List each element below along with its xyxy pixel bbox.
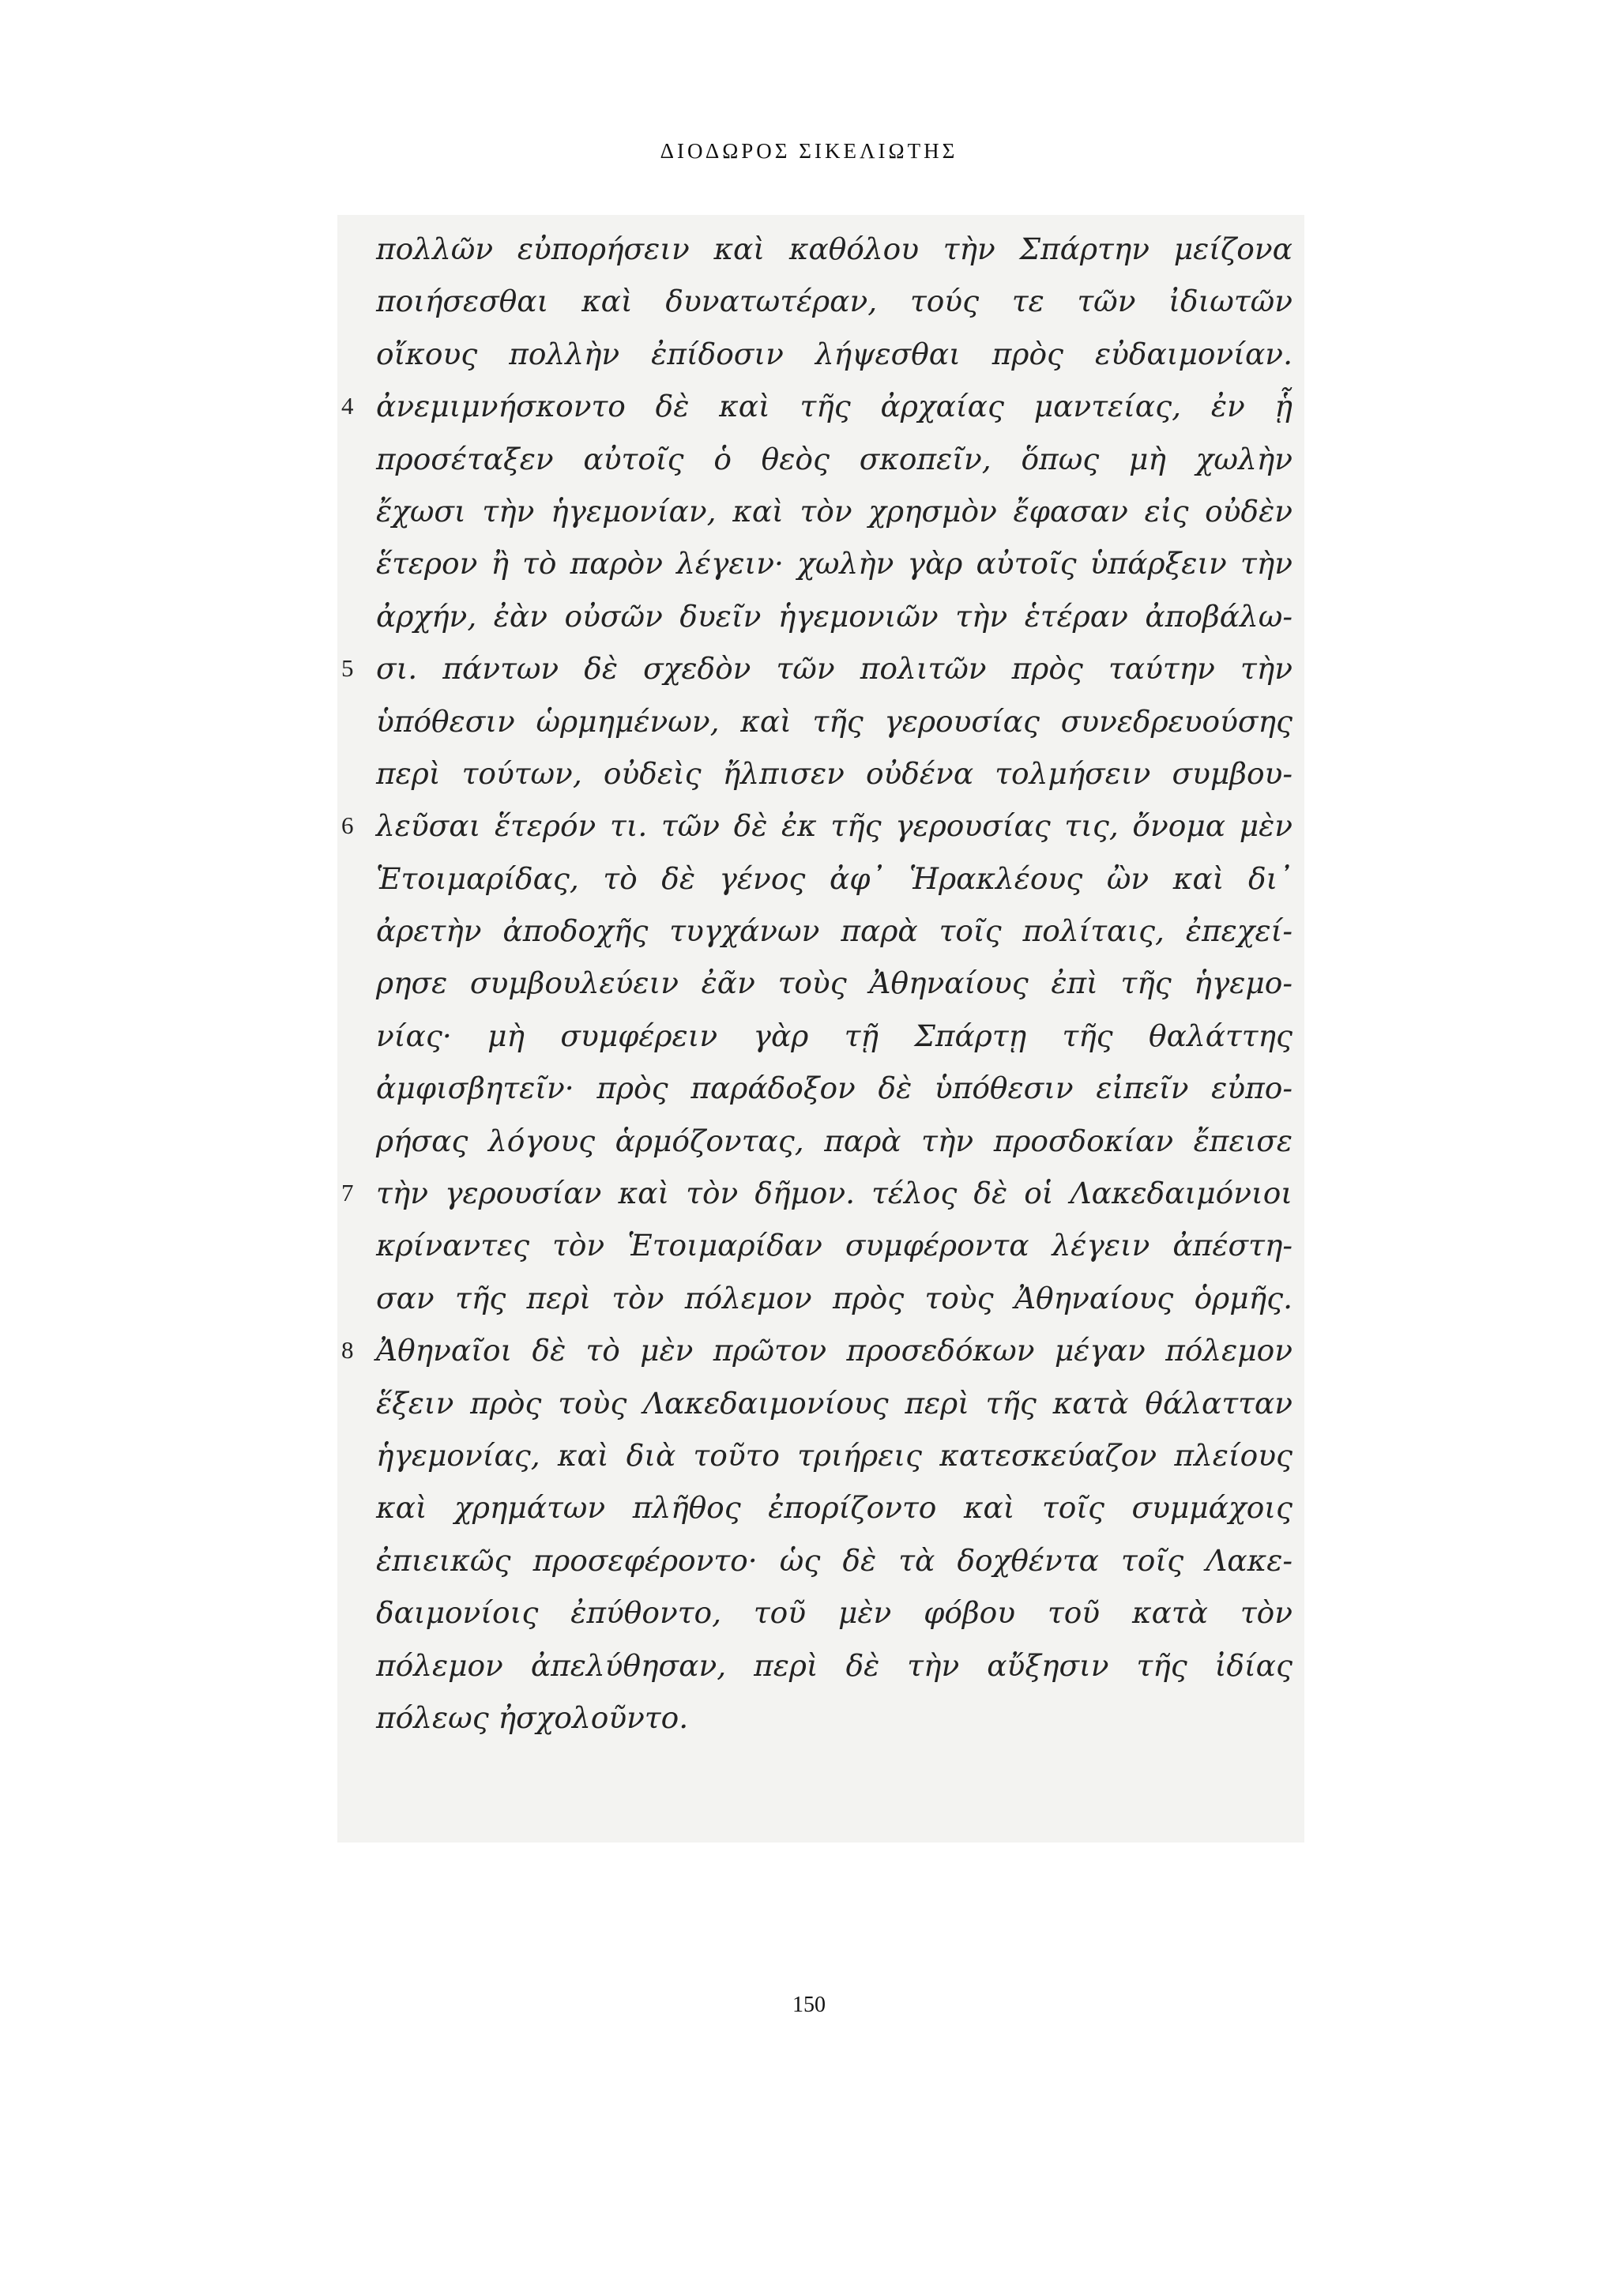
text-line — [341, 800, 1293, 852]
section-number-marker: 5 — [341, 654, 354, 683]
line-text: Ἀθηναῖοι δὲ τὸ μὲν πρῶτον προσεδόκων μέγαν πόλεμον — [376, 1333, 1293, 1368]
line-text: οἴκους πολλὴν ἐπίδοσιν λήψεσθαι πρὸς εὐδαιμονίαν. — [376, 336, 1293, 371]
line-text: ὑπόθεσιν ὡρμημένων, καὶ τῆς γερουσίας συνεδρευούσης — [376, 703, 1293, 739]
text-line — [376, 537, 1293, 589]
line-text: ρησε συμβουλεύειν ἐᾶν τοὺς Ἀθηναίους ἐπὶ τῆς ἡγεμο- — [376, 965, 1293, 1001]
text-line — [376, 747, 1293, 800]
text-line — [376, 1062, 1293, 1114]
line-text: ἔχωσι τὴν ἡγεμονίαν, καὶ τὸν χρησμὸν ἔφασαν εἰς οὐδὲν — [376, 493, 1293, 529]
text-line — [341, 1324, 1293, 1376]
text-line — [376, 485, 1293, 537]
text-line — [376, 1586, 1293, 1639]
text-line — [376, 590, 1293, 642]
text-line — [376, 275, 1293, 327]
line-text: καὶ χρημάτων πλῆθος ἐπορίζοντο καὶ τοῖς συμμάχοις — [376, 1490, 1293, 1526]
line-text: δαιμονίοις ἐπύθοντο, τοῦ μὲν φόβου τοῦ κατὰ τὸν — [376, 1595, 1293, 1631]
line-text: ἀνεμιμνήσκοντο δὲ καὶ τῆς ἀρχαίας μαντείας, ἐν ᾗ — [376, 389, 1293, 424]
line-text: ἐπιεικῶς προσεφέροντο· ὡς δὲ τὰ δοχθέντα τοῖς Λακε- — [376, 1542, 1293, 1578]
text-line — [376, 1010, 1293, 1062]
section-number-marker: 8 — [341, 1336, 354, 1364]
section-number-marker: 7 — [341, 1179, 354, 1207]
text-line — [376, 1534, 1293, 1586]
line-text: ἡγεμονίας, καὶ διὰ τοῦτο τριήρεις κατεσκεύαζον πλείους — [376, 1437, 1293, 1473]
line-text: τὴν γερουσίαν καὶ τὸν δῆμον. τέλος δὲ οἱ Λακεδαιμόνιοι — [376, 1176, 1293, 1211]
line-text: ἕξειν πρὸς τοὺς Λακεδαιμονίους περὶ τῆς κατὰ θάλατταν — [376, 1385, 1293, 1421]
line-text: σι. πάντων δὲ σχεδὸν τῶν πολιτῶν πρὸς ταύτην τὴν — [376, 651, 1293, 687]
line-text: ρήσας λόγους ἁρμόζοντας, παρὰ τὴν προσδοκίαν ἔπεισε — [376, 1123, 1293, 1158]
line-text: κρίναντες τὸν Ἑτοιμαρίδαν συμφέροντα λέγειν ἀπέστη- — [376, 1228, 1293, 1263]
text-line — [341, 1167, 1293, 1219]
line-text: πόλεμον ἀπελύθησαν, περὶ δὲ τὴν αὔξησιν τῆς ἰδίας — [376, 1647, 1293, 1683]
section-number-marker: 4 — [341, 392, 354, 420]
text-line — [341, 642, 1293, 694]
section-number-marker: 6 — [341, 811, 354, 840]
greek-text-column — [341, 223, 1293, 1744]
line-text: πολλῶν εὐπορήσειν καὶ καθόλου τὴν Σπάρτην μείζονα — [376, 231, 1293, 266]
text-line — [376, 1692, 1293, 1744]
line-text: ἕτερον ἢ τὸ παρὸν λέγειν· χωλὴν γὰρ αὐτοῖς ὑπάρξειν τὴν — [376, 546, 1293, 582]
running-head-title: ΔΙΟΔΩΡΟΣ ΣΙΚΕΛΙΩΤΗΣ — [660, 139, 958, 163]
line-text: λεῦσαι ἕτερόν τι. τῶν δὲ ἐκ τῆς γερουσίας τις, ὄνομα μὲν — [376, 808, 1293, 844]
line-text: περὶ τούτων, οὐδεὶς ἤλπισεν οὐδένα τολμήσειν συμβου- — [376, 755, 1293, 791]
line-text: πόλεως ἠσχολοῦντο. — [376, 1699, 689, 1735]
page-number: 150 — [792, 1993, 826, 2017]
text-line — [376, 853, 1293, 905]
line-text: σαν τῆς περὶ τὸν πόλεμον πρὸς τοὺς Ἀθηναίους ὁρμῆς. — [376, 1280, 1293, 1315]
text-line — [376, 1429, 1293, 1481]
text-line — [376, 1272, 1293, 1324]
line-text: ἀρετὴν ἀποδοχῆς τυγχάνων παρὰ τοῖς πολίταις, ἐπεχεί- — [376, 913, 1293, 949]
text-line — [376, 957, 1293, 1009]
line-text: ἀμφισβητεῖν· πρὸς παράδοξον δὲ ὑπόθεσιν εἰπεῖν εὐπο- — [376, 1071, 1293, 1106]
text-line — [376, 905, 1293, 957]
line-text: Ἑτοιμαρίδας, τὸ δὲ γένος ἀφ᾽ Ἡρακλέους ὢν καὶ δι᾽ — [376, 860, 1293, 896]
text-line — [376, 1481, 1293, 1534]
line-text: ἀρχήν, ἐὰν οὐσῶν δυεῖν ἡγεμονιῶν τὴν ἑτέραν ἀποβάλω- — [376, 598, 1293, 634]
text-line — [376, 695, 1293, 747]
line-text: προσέταξεν αὐτοῖς ὁ θεὸς σκοπεῖν, ὅπως μὴ χωλὴν — [376, 441, 1293, 476]
text-line — [376, 328, 1293, 380]
text-line — [341, 380, 1293, 432]
text-line — [376, 1639, 1293, 1692]
line-text: νίας· μὴ συμφέρειν γὰρ τῇ Σπάρτῃ τῆς θαλάττης — [376, 1018, 1293, 1053]
text-line — [376, 1377, 1293, 1429]
text-line — [376, 1219, 1293, 1271]
line-text: ποιήσεσθαι καὶ δυνατωτέραν, τούς τε τῶν ἰδιωτῶν — [376, 284, 1293, 319]
text-line — [376, 433, 1293, 485]
text-line — [376, 1115, 1293, 1167]
text-line — [376, 223, 1293, 275]
